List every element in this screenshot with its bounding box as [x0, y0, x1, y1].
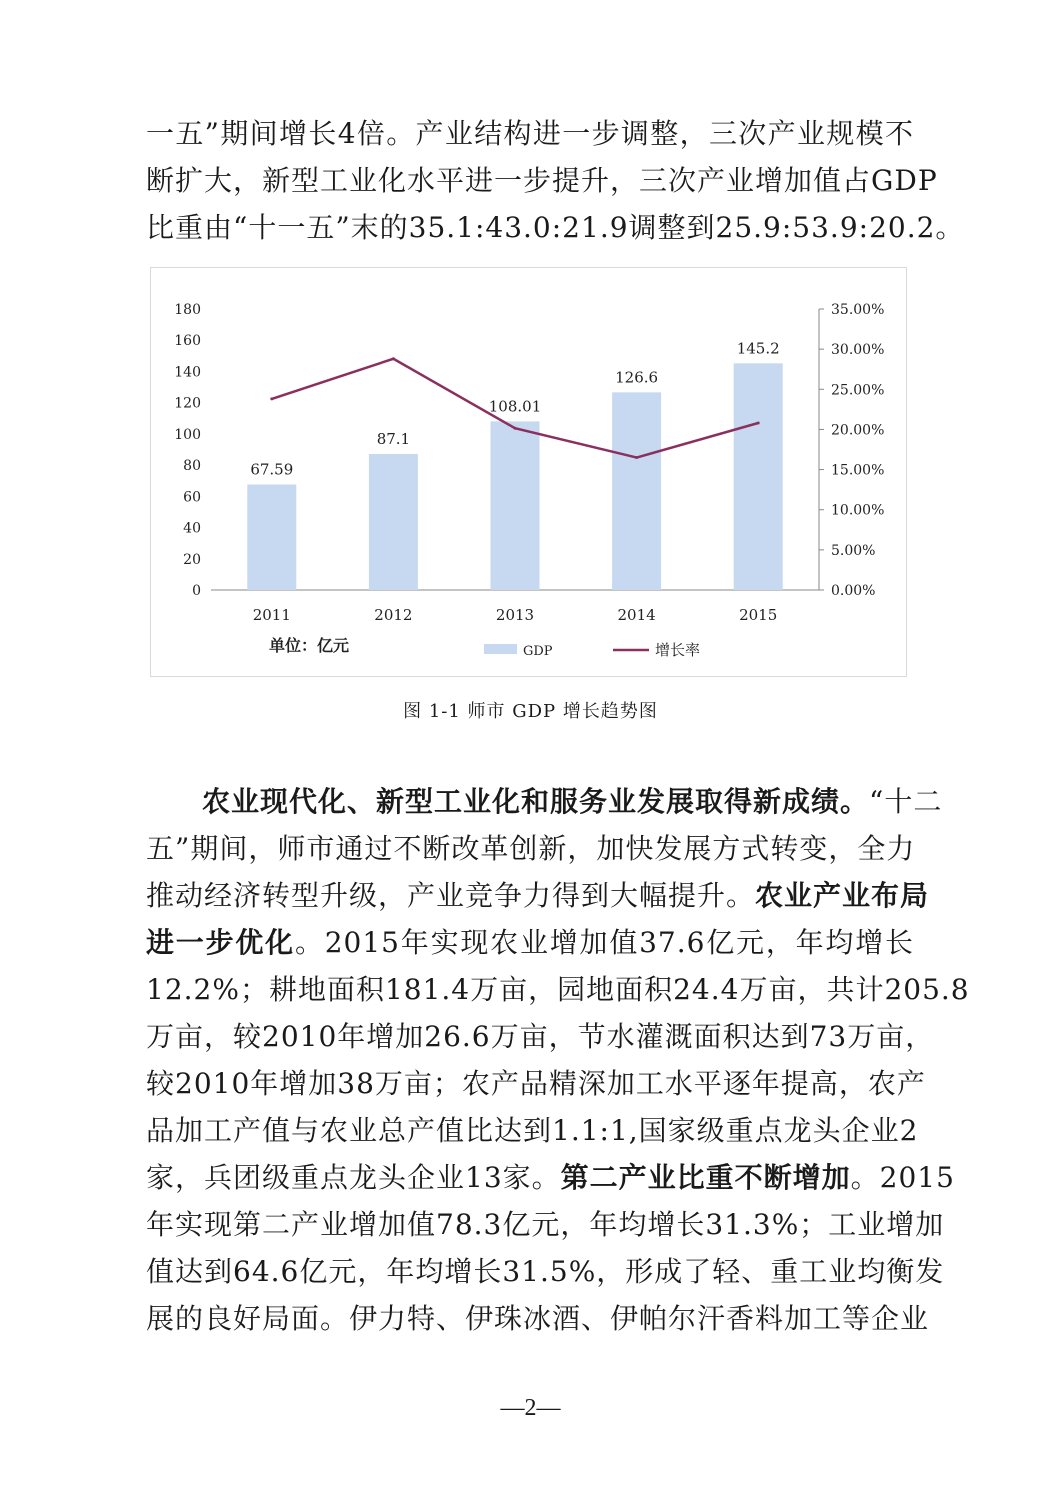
legend-gdp-label: GDP — [523, 644, 553, 659]
gdp-data-label: 87.1 — [376, 430, 411, 449]
y-left-tick-label: 140 — [174, 364, 201, 381]
bold-run: 农业现代化、新型工业化和服务业发展取得新成绩。 — [202, 785, 870, 818]
y-right-tick-label: 5.00% — [831, 542, 876, 559]
text-run: 年实现第二产业增加值78.3亿元，年均增长31.3%；工业增加 — [146, 1208, 945, 1241]
text-line: 比重由“十一五”末的35.1:43.0:21.9调整到25.9:53.9:20.2。 — [146, 211, 965, 244]
bold-run: 第二产业比重不断增加 — [560, 1161, 851, 1194]
page-number: —2— — [500, 1395, 561, 1421]
text-run: 。2015 — [850, 1161, 955, 1194]
text-line — [146, 872, 930, 919]
text-line — [146, 825, 914, 872]
gdp-bar — [734, 363, 783, 590]
gdp-data-label: 108.01 — [488, 397, 542, 416]
text-run: 五”期间，师市通过不断改革创新，加快发展方式转变，全力 — [146, 832, 916, 865]
x-tick-label: 2015 — [739, 606, 778, 624]
text-run: 万亩，较2010年增加26.6万亩，节水灌溉面积达到73万亩， — [146, 1020, 935, 1053]
y-right-tick-label: 0.00% — [831, 583, 876, 599]
gdp-bar — [247, 484, 296, 590]
gdp-bar — [612, 392, 661, 590]
gdp-data-label: 67.59 — [250, 460, 294, 479]
gdp-data-label: 145.2 — [736, 339, 780, 358]
y-right-tick-label: 25.00% — [831, 382, 885, 399]
y-right-tick-label: 30.00% — [831, 342, 885, 359]
gdp-data-label: 126.6 — [615, 368, 659, 387]
text-line: 一五”期间增长4倍。产业结构进一步调整，三次产业规模不 — [146, 117, 914, 150]
text-line — [146, 1154, 955, 1201]
text-line — [146, 966, 970, 1013]
text-line — [146, 1107, 919, 1154]
legend-gdp-swatch — [484, 644, 517, 654]
legend-rate-label: 增长率 — [655, 641, 701, 659]
x-tick-label: 2012 — [374, 606, 413, 624]
y-right-tick-label: 10.00% — [831, 502, 885, 519]
text-run: “十二 — [869, 785, 943, 818]
y-left-tick-label: 100 — [174, 426, 201, 443]
y-left-tick-label: 40 — [183, 520, 201, 537]
bold-run: 农业产业布局 — [755, 879, 930, 912]
body-paragraph — [146, 778, 970, 1342]
unit-label: 单位：亿元 — [269, 636, 350, 655]
text-line — [146, 1060, 926, 1107]
text-line — [146, 1201, 945, 1248]
y-left-tick-label: 160 — [174, 333, 201, 350]
text-line: 断扩大，新型工业化水平进一步提升，三次产业增加值占GDP — [146, 164, 938, 197]
growth-rate-point — [514, 427, 517, 430]
growth-rate-point — [635, 456, 638, 459]
growth-rate-point — [392, 357, 395, 360]
gdp-chart — [150, 267, 907, 677]
bold-run: 进一步优化 — [146, 926, 295, 959]
text-run: 12.2%；耕地面积181.4万亩，园地面积24.4万亩，共计205.8 — [146, 973, 970, 1006]
y-right-tick-label: 20.00% — [831, 422, 885, 439]
text-line — [146, 1295, 930, 1342]
text-run: 家，兵团级重点龙头企业13家。 — [146, 1161, 561, 1194]
text-run: 。2015年实现农业增加值37.6亿元，年均增长 — [294, 926, 914, 959]
y-left-tick-label: 20 — [183, 551, 201, 568]
growth-rate-point — [270, 397, 273, 400]
text-line — [146, 778, 943, 825]
text-run: 推动经济转型升级，产业竞争力得到大幅提升。 — [146, 879, 756, 912]
text-line — [146, 1013, 935, 1060]
text-run: 较2010年增加38万亩；农产品精深加工水平逐年提高，农产 — [146, 1067, 926, 1100]
y-left-tick-label: 80 — [183, 458, 201, 475]
x-tick-label: 2011 — [252, 606, 291, 624]
chart-canvas — [151, 268, 906, 676]
y-left-tick-label: 180 — [174, 302, 201, 318]
y-left-tick-label: 60 — [183, 489, 201, 506]
text-line — [146, 1248, 945, 1295]
y-right-tick-label: 15.00% — [831, 462, 885, 479]
text-line — [146, 919, 914, 966]
x-tick-label: 2014 — [617, 606, 656, 624]
y-right-tick-label: 35.00% — [831, 302, 885, 318]
y-left-tick-label: 120 — [174, 395, 201, 412]
intro-paragraph — [146, 110, 965, 251]
y-left-tick-label: 0 — [192, 583, 201, 599]
gdp-bar — [369, 454, 418, 590]
text-run: 值达到64.6亿元，年均增长31.5%，形成了轻、重工业均衡发 — [146, 1255, 945, 1288]
text-run: 展的良好局面。伊力特、伊珠冰酒、伊帕尔汗香料加工等企业 — [146, 1302, 930, 1335]
growth-rate-point — [757, 422, 760, 425]
text-run: 品加工产值与农业总产值比达到1.1:1,国家级重点龙头企业2 — [146, 1114, 919, 1147]
figure-caption: 图 1-1 师市 GDP 增长趋势图 — [403, 701, 658, 722]
gdp-bar — [491, 421, 540, 590]
x-tick-label: 2013 — [495, 606, 535, 624]
